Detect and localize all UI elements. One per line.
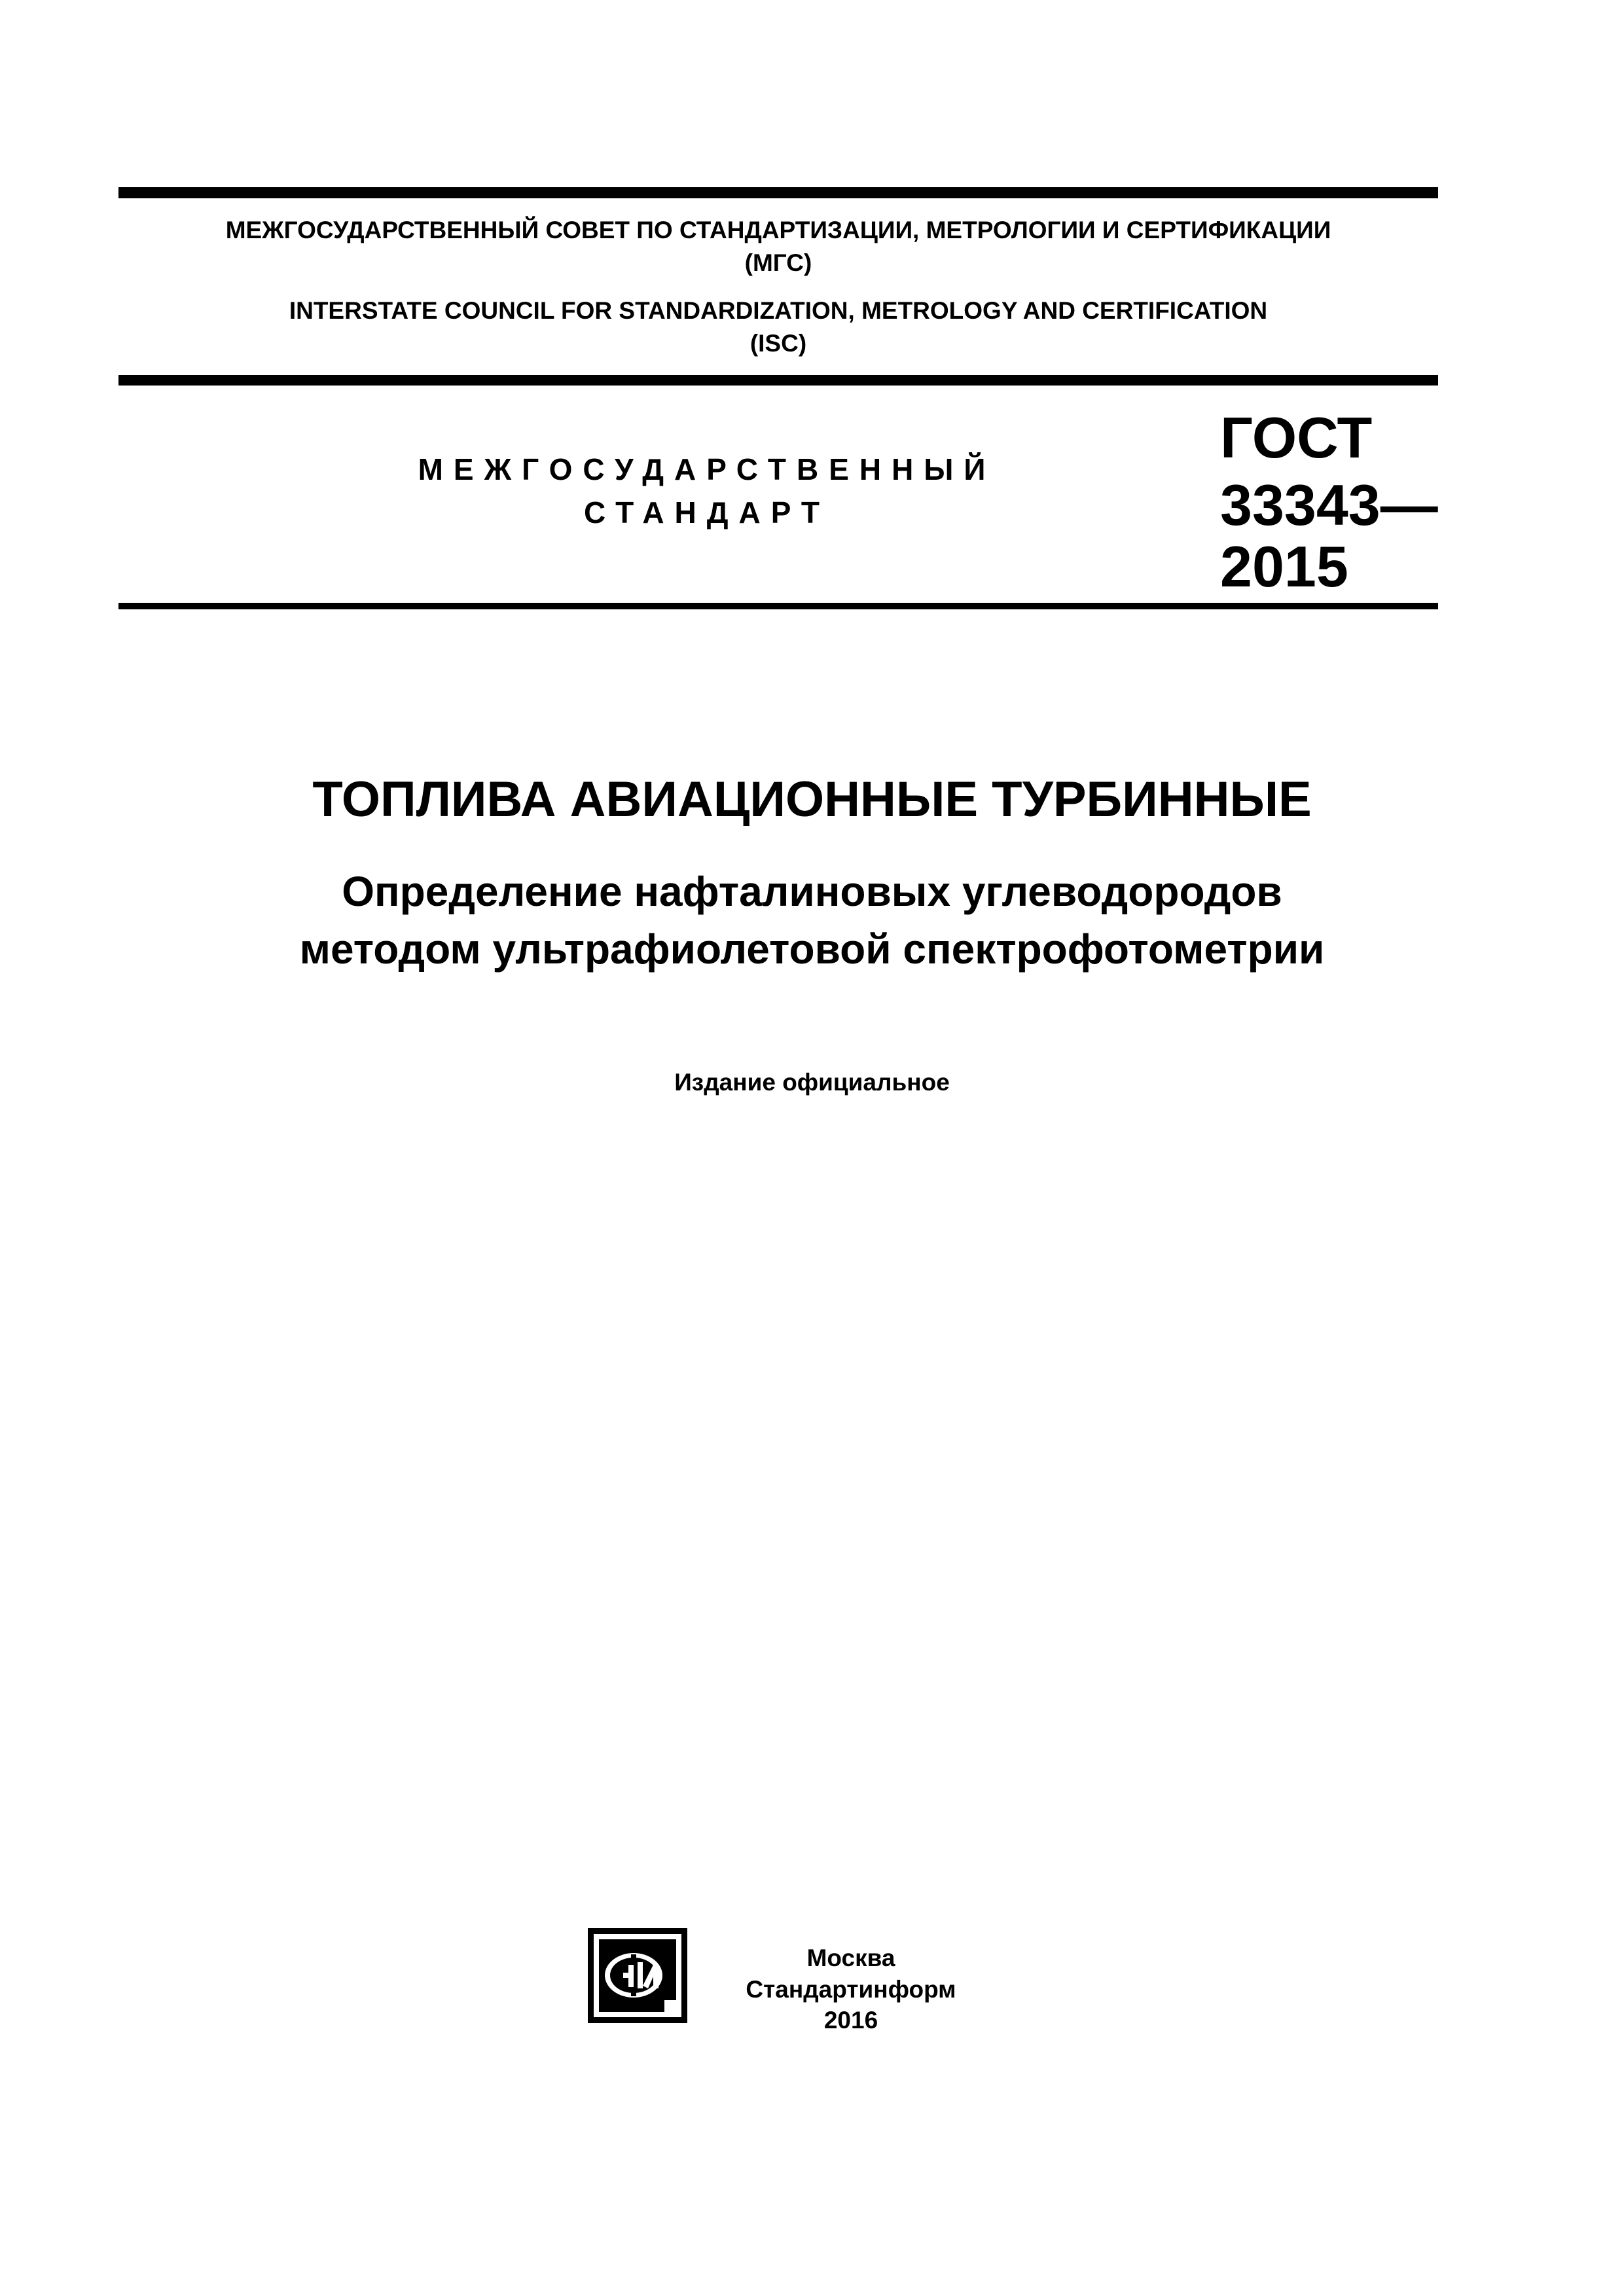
standard-type-line2: СТАНДАРТ [584,495,830,529]
gost-year: 2015 [1220,534,1348,599]
council-name-en: INTERSTATE COUNCIL FOR STANDARDIZATION, METROLOGY AND CERTIFICATION [289,297,1268,324]
publisher-year: 2016 [823,2007,878,2034]
standard-divider [118,603,1438,609]
council-abbr-ru: (МГС) [744,249,812,276]
top-divider [118,187,1438,198]
council-name-ru: МЕЖГОСУДАРСТВЕННЫЙ СОВЕТ ПО СТАНДАРТИЗАЦИИ, МЕТРОЛОГИИ И СЕРТИФИКАЦИИ [225,217,1331,243]
gost-number: 33343— [1220,473,1438,537]
standartinform-logo-icon [588,1928,687,2023]
document-title: ТОПЛИВА АВИАЦИОННЫЕ ТУРБИННЫЕ [312,772,1312,827]
document-subtitle-line1: Определение нафталиновых углеводородов [342,868,1282,915]
publisher-name: Стандартинформ [746,1976,956,2003]
document-subtitle-line2: методом ультрафиолетовой спектрофотометрии [299,925,1325,973]
header-divider [118,375,1438,386]
publisher-city: Москва [806,1945,895,1971]
gost-label: ГОСТ [1220,405,1373,470]
edition-note: Издание официальное [674,1069,950,1096]
standard-type-line1: МЕЖГОСУДАРСТВЕННЫЙ [418,452,996,486]
council-abbr-en: (ISC) [749,330,807,357]
